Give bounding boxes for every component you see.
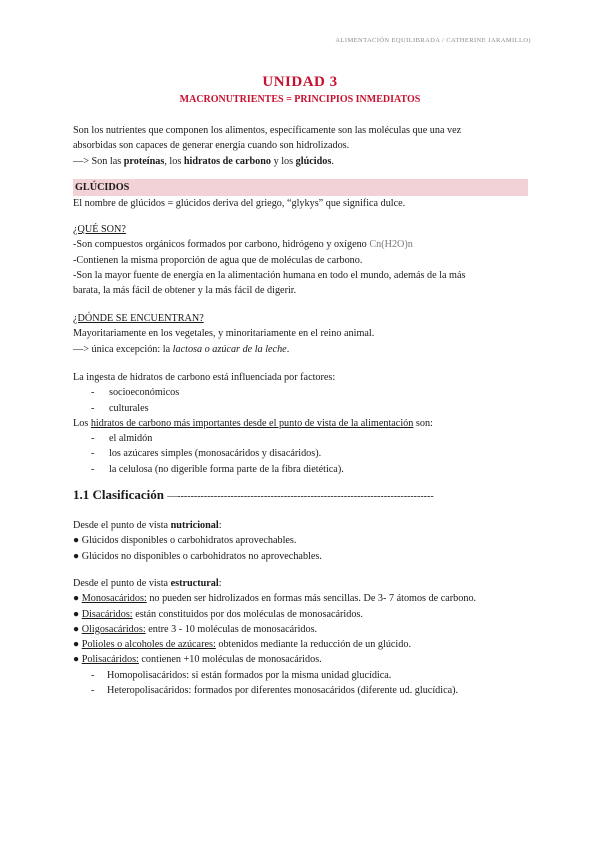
list-item [73,668,528,683]
list-item-text: los azúcares simples (monosacáridos y disacáridos). [109,448,322,460]
text: , los [164,155,184,167]
bullet-icon: ● [73,654,80,666]
bullet-item [73,607,528,622]
text: son: [413,417,433,429]
que-son-line [73,237,528,252]
nutricional-block [73,518,528,564]
donde-line: Mayoritariamente en los vegetales, y minoritariamente en el reino animal. [73,328,375,340]
donde-line [73,342,528,357]
term: Oligosacáridos: [81,623,146,635]
unit-title: UNIDAD 3 [262,74,338,90]
text: -Son compuestos orgánicos formados por carbono, hidrógeno y oxígeno [73,239,370,251]
importantes-line [73,416,528,431]
text: Desde el punto de vista [73,578,171,589]
list-item [73,431,528,446]
text: obtenidos mediante la reducción de un glúcido. [215,639,412,651]
text: están constituidos por dos moléculas de monosacáridos. [132,608,363,620]
text: y los [271,155,296,167]
que-son-line: barata, la más fácil de obtener y la más fácil de digerir. [73,285,297,297]
dash: - [91,433,95,445]
bullet-item [73,622,528,637]
underlined-text: hidratos de carbono más importantes desde el punto de vista de la alimentación [90,417,414,429]
intro-paragraph [73,123,528,169]
estructural-heading [73,576,528,591]
intro-line: Son los nutrientes que componen los alimentos, específicamente son las moléculas que una vez [73,125,462,136]
text: . [286,343,290,355]
bullet-item [73,637,528,652]
heading-donde: ¿DÓNDE SE ENCUENTRAN? [73,313,204,324]
formula: Cn(H2O)n [369,239,413,251]
dash: - [91,463,95,475]
bullet-icon: ● [73,623,80,635]
text: : [218,578,222,589]
list-item [73,401,528,416]
intro-line: absorbidas son capaces de generar energía cuando son hidrolizados. [73,140,350,152]
heading-rule: —----------------------------------------------------------------------------- [167,491,434,502]
arrow-text: —> Son las [73,155,124,167]
ingesta-intro: La ingesta de hidratos de carbono está influenciada por factores: [73,372,336,383]
section-heading-glucidos: GLÚCIDOS [73,179,528,196]
estructural-block [73,576,528,698]
list-item-text: el almidón [109,433,153,445]
bullet-icon: ● [73,608,80,620]
bullet-item [73,591,528,606]
text: Los [73,417,91,429]
list-item-text: socioeconómicos [109,387,180,399]
keyword-glucidos: glúcidos [295,155,332,167]
keyword-hidratos: hidratos de carbono [183,155,272,167]
lactosa-text: lactosa o azúcar de la leche [172,343,287,355]
dash: - [91,669,95,681]
dash: - [91,402,95,414]
text: Desde el punto de vista [73,520,171,531]
text: —> única excepción: la [73,343,173,355]
bullet-icon: ● [73,593,80,605]
nutricional-heading [73,518,528,533]
section-heading-clasificacion [73,487,528,504]
bullet-icon: ● [73,639,80,651]
list-item-text: la celulosa (no digerible forma parte de la fibra dietética). [109,463,344,475]
text: . [331,155,334,167]
text: entre 3 - 10 moléculas de monosacáridos. [145,623,318,635]
term: Disacáridos: [81,608,133,620]
page-header: ALIMENTACIÓN EQUILIBRADA / CATHERINE JARAMILLO) [335,37,531,44]
unit-subtitle: MACRONUTRIENTES = PRINCIPIOS INMEDIATOS [179,94,421,105]
heading-text: 1.1 Clasificación [73,487,164,502]
dash: - [91,387,95,399]
glucidos-definition: El nombre de glúcidos = glúcidos deriva del griego, “glykys” que significa dulce. [73,198,406,210]
list-item [73,446,528,461]
list-item [73,385,528,400]
text: no pueden ser hidrolizados en formas más sencillas. De 3- 7 átomos de carbono. [146,593,477,605]
list-item-text: Heteropolisacáridos: formados por diferentes monosacáridos (diferente ud. glucídica). [107,685,459,697]
term: Polisacáridos: [81,654,139,666]
list-item [73,462,528,477]
clasificacion-section [73,487,528,504]
bullet-item: ● Glúcidos disponibles o carbohidratos aprovechables. [73,535,297,547]
keyword-proteinas: proteínas [123,155,165,167]
list-item [73,683,528,698]
dash: - [91,685,95,697]
keyword-nutricional: nutricional [170,520,219,531]
bullet-item [73,652,528,667]
que-son-line: -Contienen la misma proporción de agua que de moléculas de carbono. [73,254,363,266]
text: contienen +10 moléculas de monosacáridos. [138,654,322,666]
bullet-item: ● Glúcidos no disponibles o carbohidratos no aprovechables. [73,550,322,562]
text: : [218,520,222,531]
intro-summary [73,154,528,169]
term: Polioles o alcoholes de azúcares: [81,639,216,651]
que-son-line: -Son la mayor fuente de energía en la alimentación humana en todo el mundo, además de la más [73,269,466,281]
donde-section [73,311,528,357]
dash: - [91,448,95,460]
keyword-estructural: estructural [170,578,219,589]
term: Monosacáridos: [81,593,147,605]
que-son-section [73,222,528,298]
heading-que-son: ¿QUÉ SON? [73,224,126,235]
list-item-text: Homopolisacáridos: si están formados por la misma unidad glucídica. [107,669,392,681]
glucidos-section [73,179,528,212]
list-item-text: culturales [109,402,149,414]
ingesta-section [73,370,528,477]
